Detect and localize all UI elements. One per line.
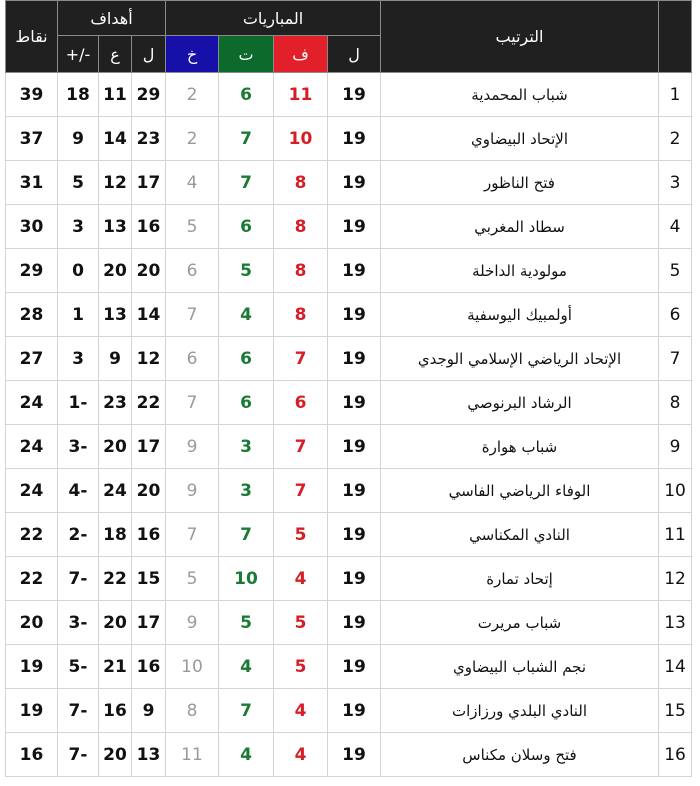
goals-against-cell: 13	[99, 205, 132, 249]
rank-cell: 13	[659, 601, 692, 645]
table-row	[6, 381, 692, 425]
goals-against-cell: 20	[99, 249, 132, 293]
points-cell: 39	[6, 73, 58, 117]
table-row	[6, 513, 692, 557]
kh-cell: 5	[166, 205, 219, 249]
played-header: ل	[328, 36, 381, 73]
t-cell: 6	[219, 73, 274, 117]
points-cell: 16	[6, 733, 58, 777]
table-row	[6, 249, 692, 293]
goals-against-cell: 22	[99, 557, 132, 601]
table-row	[6, 205, 692, 249]
played-cell: 19	[328, 381, 381, 425]
goals-for-cell: 13	[132, 733, 166, 777]
f-cell: 8	[274, 205, 328, 249]
t-cell: 3	[219, 469, 274, 513]
rank-cell: 5	[659, 249, 692, 293]
table-row	[6, 293, 692, 337]
goals-for-cell: 16	[132, 645, 166, 689]
rank-cell: 12	[659, 557, 692, 601]
played-cell: 19	[328, 205, 381, 249]
played-cell: 19	[328, 337, 381, 381]
t-cell: 7	[219, 513, 274, 557]
goals-against-cell: 20	[99, 425, 132, 469]
f-cell: 7	[274, 469, 328, 513]
table-header	[6, 1, 692, 73]
team-name: شباب مريرت	[381, 601, 659, 645]
goals-against-cell: 16	[99, 689, 132, 733]
goals-for-cell: 16	[132, 513, 166, 557]
points-cell: 24	[6, 425, 58, 469]
played-cell: 19	[328, 733, 381, 777]
points-cell: 22	[6, 513, 58, 557]
goals-for-cell: 29	[132, 73, 166, 117]
rank-cell: 2	[659, 117, 692, 161]
played-cell: 19	[328, 469, 381, 513]
table-row	[6, 557, 692, 601]
goal-diff-cell: 3	[58, 205, 99, 249]
table-row	[6, 601, 692, 645]
table-row	[6, 117, 692, 161]
team-name: الوفاء الرياضي الفاسي	[381, 469, 659, 513]
goals-for-header: ل	[132, 36, 166, 73]
kh-header: خ	[166, 36, 219, 73]
table-row	[6, 73, 692, 117]
goals-against-cell: 24	[99, 469, 132, 513]
t-cell: 7	[219, 161, 274, 205]
kh-cell: 11	[166, 733, 219, 777]
kh-cell: 2	[166, 117, 219, 161]
goal-diff-cell: 5	[58, 161, 99, 205]
f-cell: 8	[274, 293, 328, 337]
f-cell: 5	[274, 513, 328, 557]
goals-for-cell: 17	[132, 601, 166, 645]
goal-diff-cell: 0	[58, 249, 99, 293]
team-name: النادي المكناسي	[381, 513, 659, 557]
table-row	[6, 733, 692, 777]
goal-diff-cell: 3-	[58, 601, 99, 645]
points-cell: 19	[6, 645, 58, 689]
rank-cell: 4	[659, 205, 692, 249]
points-header: نقاط	[6, 1, 58, 73]
goal-diff-cell: 7-	[58, 557, 99, 601]
table-row	[6, 425, 692, 469]
goals-for-cell: 17	[132, 425, 166, 469]
goal-diff-cell: 5-	[58, 645, 99, 689]
points-cell: 19	[6, 689, 58, 733]
matches-group-header: المباريات	[166, 1, 381, 36]
goal-diff-cell: 7-	[58, 733, 99, 777]
table-row	[6, 161, 692, 205]
played-cell: 19	[328, 689, 381, 733]
table-row	[6, 469, 692, 513]
played-cell: 19	[328, 161, 381, 205]
goal-diff-cell: 3	[58, 337, 99, 381]
f-cell: 8	[274, 249, 328, 293]
played-cell: 19	[328, 249, 381, 293]
kh-cell: 7	[166, 293, 219, 337]
points-cell: 22	[6, 557, 58, 601]
goals-for-cell: 9	[132, 689, 166, 733]
t-cell: 6	[219, 337, 274, 381]
rank-cell: 16	[659, 733, 692, 777]
goals-group-header: أهداف	[58, 1, 166, 36]
t-header: ت	[219, 36, 274, 73]
team-name: النادي البلدي ورزازات	[381, 689, 659, 733]
goals-against-header: ع	[99, 36, 132, 73]
f-cell: 7	[274, 337, 328, 381]
rank-cell: 3	[659, 161, 692, 205]
goals-for-cell: 15	[132, 557, 166, 601]
goal-diff-cell: 7-	[58, 689, 99, 733]
rank-cell: 7	[659, 337, 692, 381]
kh-cell: 10	[166, 645, 219, 689]
t-cell: 4	[219, 645, 274, 689]
f-cell: 11	[274, 73, 328, 117]
table-row	[6, 337, 692, 381]
kh-cell: 2	[166, 73, 219, 117]
goal-diff-cell: 2-	[58, 513, 99, 557]
team-name: فتح وسلان مكناس	[381, 733, 659, 777]
points-cell: 24	[6, 469, 58, 513]
goals-for-cell: 17	[132, 161, 166, 205]
goals-against-cell: 23	[99, 381, 132, 425]
goals-against-cell: 11	[99, 73, 132, 117]
rank-cell: 14	[659, 645, 692, 689]
kh-cell: 8	[166, 689, 219, 733]
f-cell: 6	[274, 381, 328, 425]
kh-cell: 7	[166, 381, 219, 425]
team-name: إتحاد تمارة	[381, 557, 659, 601]
team-header: الترتيب	[381, 1, 659, 73]
rank-cell: 15	[659, 689, 692, 733]
goal-diff-cell: 18	[58, 73, 99, 117]
played-cell: 19	[328, 557, 381, 601]
f-cell: 5	[274, 601, 328, 645]
t-cell: 4	[219, 293, 274, 337]
played-cell: 19	[328, 513, 381, 557]
kh-cell: 9	[166, 601, 219, 645]
rank-cell: 9	[659, 425, 692, 469]
rank-cell: 1	[659, 73, 692, 117]
goal-diff-cell: 4-	[58, 469, 99, 513]
points-cell: 29	[6, 249, 58, 293]
played-cell: 19	[328, 645, 381, 689]
goal-diff-header: +/-	[58, 36, 99, 73]
rank-cell: 8	[659, 381, 692, 425]
points-cell: 31	[6, 161, 58, 205]
team-name: مولودية الداخلة	[381, 249, 659, 293]
goals-for-cell: 14	[132, 293, 166, 337]
goals-for-cell: 22	[132, 381, 166, 425]
goals-for-cell: 12	[132, 337, 166, 381]
t-cell: 4	[219, 733, 274, 777]
kh-cell: 5	[166, 557, 219, 601]
goals-against-cell: 9	[99, 337, 132, 381]
goal-diff-cell: 9	[58, 117, 99, 161]
team-name: الإتحاد البيضاوي	[381, 117, 659, 161]
goals-for-cell: 20	[132, 249, 166, 293]
t-cell: 7	[219, 689, 274, 733]
standings-table	[5, 0, 692, 777]
played-cell: 19	[328, 601, 381, 645]
t-cell: 7	[219, 117, 274, 161]
team-name: الإتحاد الرياضي الإسلامي الوجدي	[381, 337, 659, 381]
goals-against-cell: 13	[99, 293, 132, 337]
kh-cell: 6	[166, 337, 219, 381]
table-row	[6, 645, 692, 689]
team-name: الرشاد البرنوصي	[381, 381, 659, 425]
f-cell: 4	[274, 689, 328, 733]
rank-header	[659, 1, 692, 73]
points-cell: 24	[6, 381, 58, 425]
t-cell: 6	[219, 381, 274, 425]
goals-against-cell: 20	[99, 601, 132, 645]
goal-diff-cell: 1	[58, 293, 99, 337]
table-row	[6, 689, 692, 733]
table-body	[6, 73, 692, 777]
t-cell: 5	[219, 601, 274, 645]
rank-cell: 11	[659, 513, 692, 557]
team-name: شباب هوارة	[381, 425, 659, 469]
t-cell: 10	[219, 557, 274, 601]
kh-cell: 7	[166, 513, 219, 557]
rank-cell: 6	[659, 293, 692, 337]
f-cell: 8	[274, 161, 328, 205]
team-name: شباب المحمدية	[381, 73, 659, 117]
goals-against-cell: 20	[99, 733, 132, 777]
t-cell: 6	[219, 205, 274, 249]
goal-diff-cell: 3-	[58, 425, 99, 469]
t-cell: 5	[219, 249, 274, 293]
team-name: فتح الناظور	[381, 161, 659, 205]
goals-against-cell: 12	[99, 161, 132, 205]
goal-diff-cell: 1-	[58, 381, 99, 425]
goals-for-cell: 23	[132, 117, 166, 161]
played-cell: 19	[328, 117, 381, 161]
goals-for-cell: 16	[132, 205, 166, 249]
goals-for-cell: 20	[132, 469, 166, 513]
kh-cell: 6	[166, 249, 219, 293]
points-cell: 28	[6, 293, 58, 337]
goals-against-cell: 18	[99, 513, 132, 557]
team-name: سطاد المغربي	[381, 205, 659, 249]
points-cell: 37	[6, 117, 58, 161]
kh-cell: 9	[166, 469, 219, 513]
f-cell: 10	[274, 117, 328, 161]
goals-against-cell: 14	[99, 117, 132, 161]
goals-against-cell: 21	[99, 645, 132, 689]
standings-container	[5, 0, 691, 774]
f-cell: 7	[274, 425, 328, 469]
team-name: نجم الشباب البيضاوي	[381, 645, 659, 689]
f-header: ف	[274, 36, 328, 73]
f-cell: 4	[274, 733, 328, 777]
rank-cell: 10	[659, 469, 692, 513]
team-name: أولمبيك اليوسفية	[381, 293, 659, 337]
points-cell: 20	[6, 601, 58, 645]
f-cell: 5	[274, 645, 328, 689]
f-cell: 4	[274, 557, 328, 601]
kh-cell: 9	[166, 425, 219, 469]
played-cell: 19	[328, 73, 381, 117]
points-cell: 30	[6, 205, 58, 249]
points-cell: 27	[6, 337, 58, 381]
played-cell: 19	[328, 425, 381, 469]
kh-cell: 4	[166, 161, 219, 205]
t-cell: 3	[219, 425, 274, 469]
played-cell: 19	[328, 293, 381, 337]
